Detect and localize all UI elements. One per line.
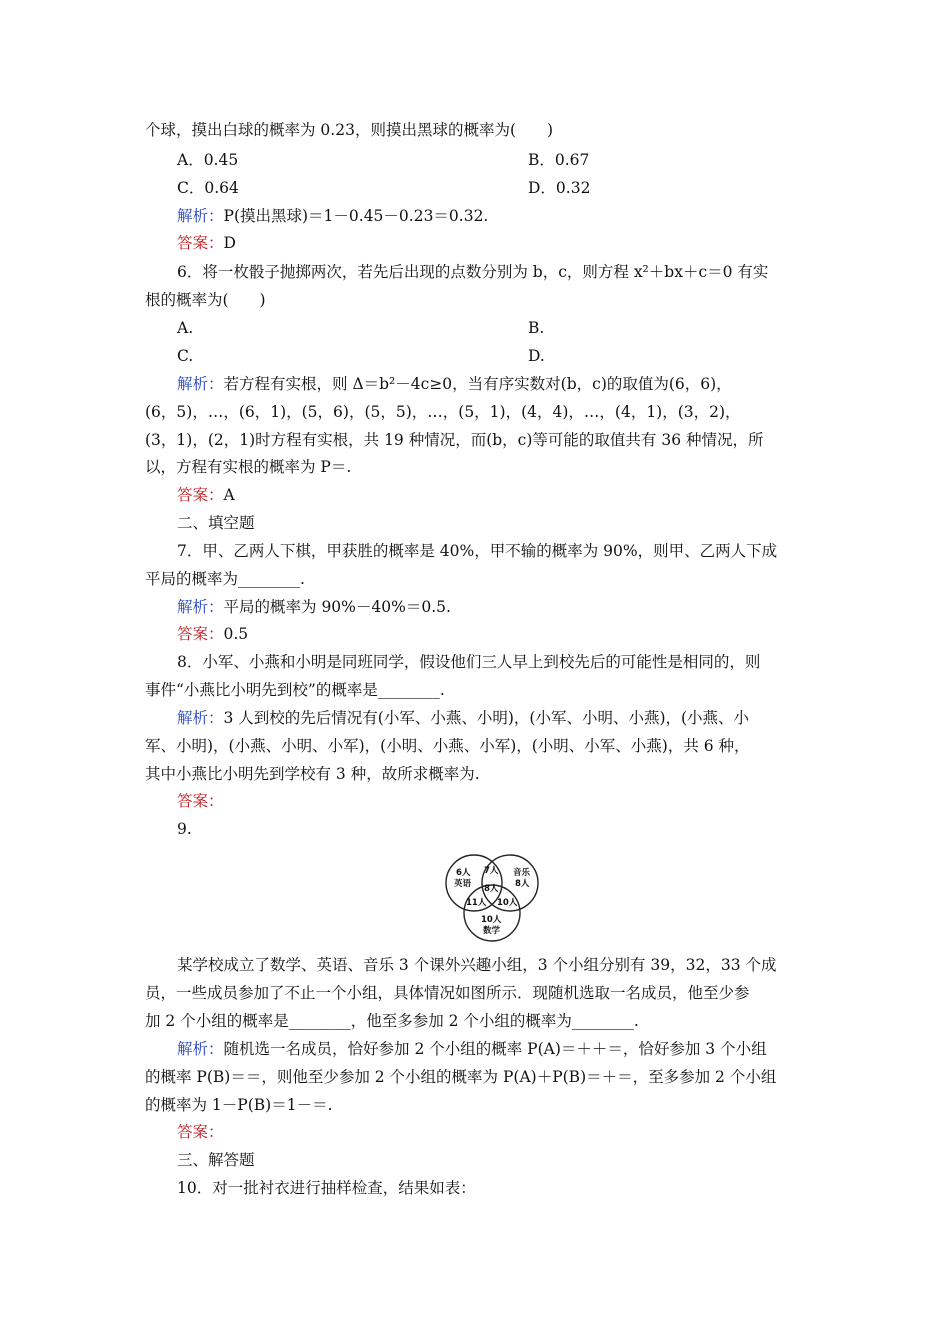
q9-stem-line-2: 员，一些成员参加了不止一个小组，具体情况如图所示．现随机选取一名成员，他至少参 [145, 984, 750, 1002]
analysis-text: 随机选一名成员，恰好参加 2 个小组的概率 P(A)＝＋＋＝，恰好参加 3 个小组 [223, 1040, 767, 1058]
q6-answer [177, 485, 235, 505]
q5-stem: 个球，摸出白球的概率为 0.23，则摸出黑球的概率为( ) [145, 121, 554, 139]
venn-english-name: 英语 [454, 879, 472, 889]
q10-stem: 10．对一批衬衣进行抽样检查，结果如表： [177, 1179, 476, 1197]
venn-english-music: 7人 [484, 866, 499, 876]
q8-answer-label: 答案： [177, 792, 224, 810]
q9-number: 9. [177, 820, 192, 838]
q9-stem-line-3: 加 2 个小组的概率是________，他至多参加 2 个小组的概率为________. [145, 1012, 639, 1030]
answer-label: 答案： [177, 486, 224, 504]
venn-math-name: 数学 [483, 926, 501, 936]
q8-analysis-line-3: 其中小燕比小明先到学校有 3 种，故所求概率为. [145, 765, 480, 783]
q5-option-a: A．0.45 [177, 151, 239, 169]
venn-math-count: 10人 [481, 915, 502, 925]
venn-music-math: 10人 [497, 898, 518, 908]
q6-option-d: D. [528, 347, 545, 365]
q6-analysis-line-4: 以，方程有实根的概率为 P＝. [145, 458, 352, 476]
q6-option-c: C. [177, 347, 194, 365]
section-heading-fill-blank: 二、填空题 [177, 514, 255, 532]
q7-analysis [177, 597, 451, 617]
q6-option-a: A. [177, 319, 194, 337]
q7-stem-line-1: 7．甲、乙两人下棋，甲获胜的概率是 40%，甲不输的概率为 90%，则甲、乙两人下成 [177, 542, 778, 560]
section-heading-problems: 三、解答题 [177, 1151, 255, 1169]
q7-answer [177, 624, 248, 644]
q8-stem-line-1: 8．小军、小燕和小明是同班同学，假设他们三人早上到校先后的可能性是相同的，则 [177, 653, 761, 671]
analysis-text: 3 人到校的先后情况有(小军、小燕、小明)，(小军、小明、小燕)，(小燕、小 [223, 709, 750, 727]
analysis-label: 解析： [177, 598, 224, 616]
analysis-label: 解析： [177, 1040, 224, 1058]
q8-analysis-line-1 [177, 708, 749, 728]
answer-label: 答案： [177, 625, 224, 643]
q5-answer [177, 233, 236, 253]
q9-stem-line-1: 某学校成立了数学、英语、音乐 3 个课外兴趣小组，3 个小组分别有 39，32，33 个成 [177, 956, 777, 974]
answer-text: 0.5 [223, 625, 249, 643]
q5-option-b: B．0.67 [528, 151, 590, 169]
analysis-text: P(摸出黑球)＝1－0.45－0.23＝0.32. [223, 207, 489, 225]
q6-option-b: B. [528, 319, 545, 337]
q6-stem-line-2: 根的概率为( ) [145, 291, 266, 309]
venn-english-count: 6人 [456, 868, 471, 878]
answer-text: A [223, 486, 235, 504]
q5-option-c: C．0.64 [177, 179, 239, 197]
q6-analysis-line-3: (3，1)，(2，1)时方程有实根，共 19 种情况，而(b，c)等可能的取值共有 36 种情况，所 [145, 431, 764, 449]
answer-text: D [223, 234, 236, 252]
venn-music-name: 音乐 [513, 868, 531, 878]
q5-option-d: D．0.32 [528, 179, 591, 197]
venn-diagram [438, 845, 546, 945]
venn-all-three: 8人 [484, 884, 499, 894]
analysis-text: 平局的概率为 90%－40%＝0.5. [223, 598, 451, 616]
q5-analysis [177, 206, 488, 226]
q9-analysis-line-2: 的概率 P(B)＝＝，则他至少参加 2 个小组的概率为 P(A)＋P(B)＝＋＝，至多参加 2 个小组 [145, 1068, 777, 1086]
venn-music-count: 8人 [515, 879, 530, 889]
analysis-label: 解析： [177, 709, 224, 727]
analysis-label: 解析： [177, 207, 224, 225]
venn-english-math: 11人 [466, 898, 487, 908]
answer-label: 答案： [177, 234, 224, 252]
q9-analysis-line-1 [177, 1039, 767, 1059]
q9-analysis-line-3: 的概率为 1－P(B)＝1－＝. [145, 1096, 333, 1114]
q9-answer-label: 答案： [177, 1123, 224, 1141]
analysis-label: 解析： [177, 375, 224, 393]
q7-stem-line-2: 平局的概率为________. [145, 570, 305, 588]
q6-analysis-line-2: (6，5)，…，(6，1)，(5，6)，(5，5)，…，(5，1)，(4，4)，…，(4，1)，(3，2)， [145, 403, 741, 421]
analysis-text: 若方程有实根，则 Δ＝b²－4c≥0，当有序实数对(b，c)的取值为(6，6)， [223, 375, 732, 393]
q6-analysis-line-1 [177, 374, 732, 394]
q6-stem-line-1: 6．将一枚骰子抛掷两次，若先后出现的点数分别为 b，c，则方程 x²＋bx＋c＝0 有实 [177, 263, 769, 281]
q8-stem-line-2: 事件“小燕比小明先到校”的概率是________. [145, 681, 445, 699]
q8-analysis-line-2: 军、小明)，(小燕、小明、小军)，(小明、小燕、小军)，(小明、小军、小燕)，共 6 种， [145, 737, 750, 755]
